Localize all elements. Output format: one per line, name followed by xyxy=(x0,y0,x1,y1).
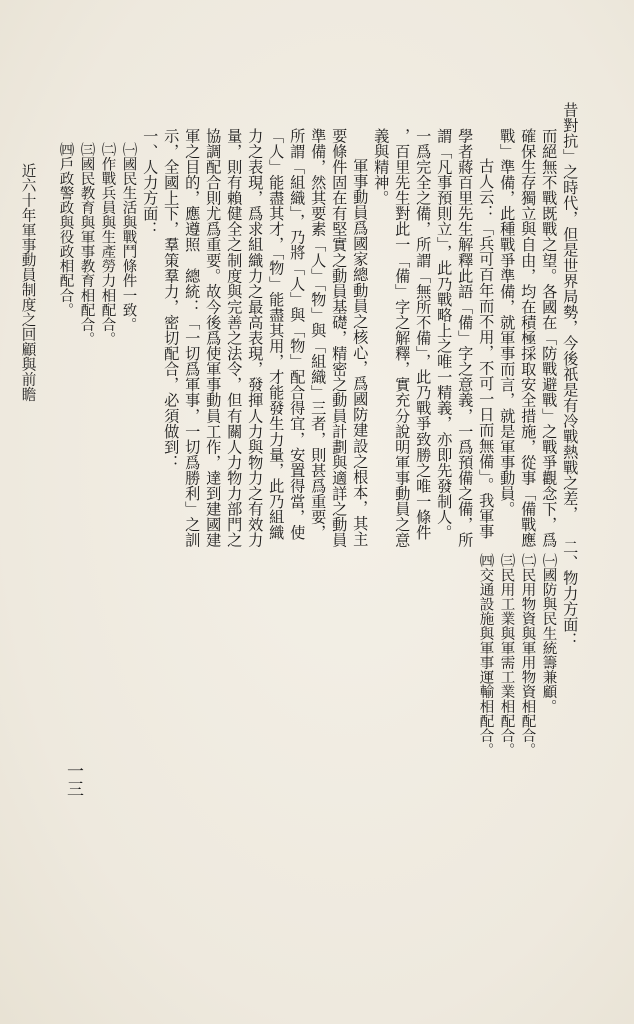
body-column: 準備，然其要素「人」「物」與「組織」三者，則甚爲重要， xyxy=(309,128,328,541)
manpower-item: ㈡作戰兵員與生產勞力相配合。 xyxy=(99,142,116,347)
materiel-item: ㈡民用物資與軍用物資相配合。 xyxy=(519,553,536,758)
manpower-item: ㈣戶政警政與役政相配合。 xyxy=(57,142,74,318)
body-column: 軍事動員爲國家總動員之核心，爲國防建設之根本，其主 xyxy=(351,158,370,547)
body-column: 協調配合則尤爲重要。故今後爲使軍事動員工作，達到建國建 xyxy=(204,128,223,548)
body-column: 戰」準備，此種戰爭準備，就軍事而言，就是軍事動員。 xyxy=(498,128,517,517)
running-title: 近六十年軍事動員制度之回顧與前瞻 xyxy=(19,163,37,402)
body-column: 而絕無不戰既戰之望。各國在「防戰避戰」之戰爭觀念下，爲 xyxy=(540,128,559,548)
materiel-item: ㈣交通設施與軍事運輸相配合。 xyxy=(477,553,494,758)
body-column: 示，全國上下，羣策羣力，密切配合，必須做到： xyxy=(162,128,181,471)
materiel-item: ㈠國防與民生統籌兼顧。 xyxy=(540,553,557,714)
body-column: 要條件固在有堅實之動員基礎，精密之動員計劃與適詳之動員 xyxy=(330,128,349,548)
page-number: 一三 xyxy=(63,762,83,798)
body-column: 確保生存獨立與自由，均在積極採取安全措施，從事「備戰應 xyxy=(519,128,538,548)
materiel-item: ㈢民用工業與軍需工業相配合。 xyxy=(498,553,515,758)
body-column: 力之表現，爲求組織力之最高表現，發揮人力與物力之有效力 xyxy=(246,128,265,548)
body-column: 量，則有賴健全之制度與完善之法令，但有關人力物力部門之 xyxy=(225,128,244,548)
manpower-item: ㈠國民生活與戰鬥條件一致。 xyxy=(120,142,137,332)
body-column: ，百里先生對此一「備」字之解釋，實充分說明軍事動員之意 xyxy=(393,128,412,548)
section-heading-manpower: 一、人力方面： xyxy=(141,128,160,237)
manpower-item: ㈢國民教育與軍事教育相配合。 xyxy=(78,142,95,347)
body-column: 學者蔣百里先生解釋此語「備」字之意義，一爲預備之備，所 xyxy=(456,128,475,548)
body-column: 昔對抗」之時代，但是世界局勢，今後祇是有冷戰熱戰之差， xyxy=(561,102,580,522)
body-column: 古人云：「兵可百年而不用，不可一日而無備」。我軍事 xyxy=(477,158,496,540)
body-column: 義與精神。 xyxy=(372,128,391,206)
section-heading-materiel: 二、物力方面： xyxy=(561,539,580,648)
body-column: 軍之目的，應遵照 總統：「一切爲軍事，一切爲勝利」之訓 xyxy=(183,128,202,548)
body-column: 「人」能盡其才，「物」能盡其用，才能發生力量，此乃組織 xyxy=(267,128,286,541)
body-column: 謂「凡事預則立」，此乃戰略上之唯一精義，亦即先發制人。 xyxy=(435,128,454,541)
body-column: 所謂「組織」，乃將「人」與「物」配合得宜，安置得當，使 xyxy=(288,128,307,541)
body-column: 一爲完全之備，所謂「無所不備」，此乃戰爭致勝之唯一條件 xyxy=(414,128,433,541)
